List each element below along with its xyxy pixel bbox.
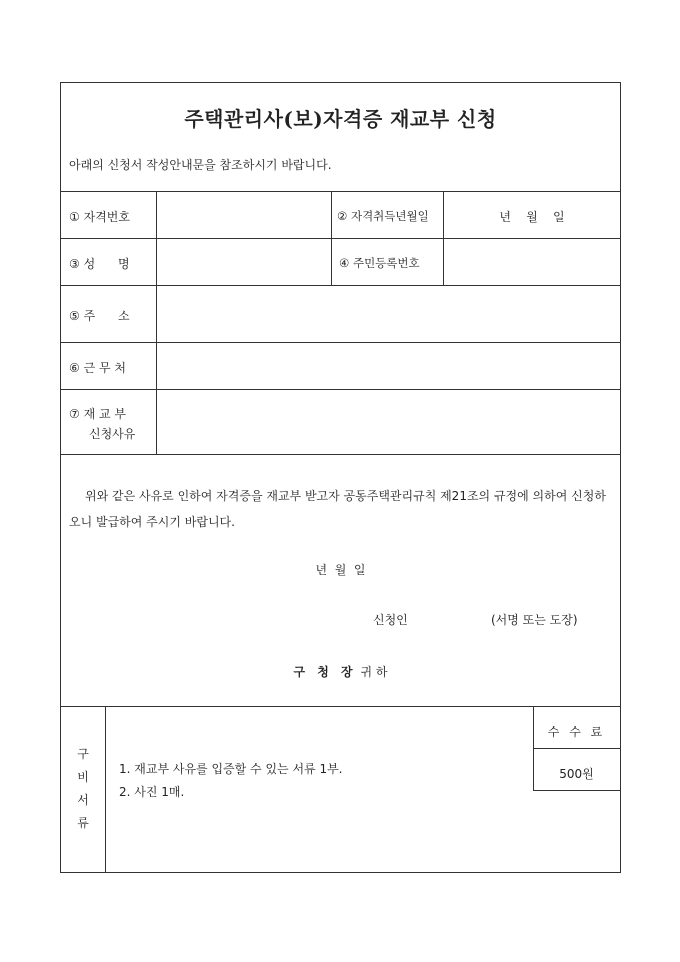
resident-number-field[interactable]	[444, 239, 620, 285]
label-char: 구	[77, 747, 89, 761]
label-char: 류	[77, 816, 89, 830]
acquisition-date-label: ② 자격취득년월일	[337, 209, 429, 223]
fee-value: 500원	[559, 767, 594, 781]
acquisition-date-field[interactable]: 년 월 일	[499, 210, 565, 224]
label-char: 서	[77, 793, 89, 807]
name-label: ③ 성 명	[69, 257, 130, 271]
resident-number-label: ④ 주민등록번호	[339, 256, 420, 270]
divider	[61, 454, 620, 455]
document-item: 1. 재교부 사유를 입증할 수 있는 서류 1부.	[119, 762, 343, 776]
address-label: ⑤ 주 소	[69, 309, 130, 323]
workplace-field[interactable]	[157, 343, 620, 389]
address-field[interactable]	[157, 286, 620, 342]
divider	[105, 706, 106, 872]
required-documents-label	[61, 743, 105, 835]
receiver-title: 구 청 장	[293, 665, 357, 679]
reissue-reason-label	[69, 405, 135, 442]
reissue-reason-label-line2: 신청사유	[89, 427, 136, 441]
reissue-reason-label-line1: ⑦ 재 교 부	[69, 407, 126, 421]
label-char: 비	[77, 770, 89, 784]
workplace-label: ⑥ 근 무 처	[69, 361, 126, 375]
fee-header: 수 수 료	[547, 725, 606, 739]
receiver-suffix: 귀 하	[360, 665, 388, 679]
cert-number-label: ① 자격번호	[69, 210, 130, 224]
divider	[331, 191, 332, 285]
receiver-line	[61, 663, 620, 680]
applicant-label: 신청인	[373, 613, 408, 627]
cert-number-field[interactable]	[157, 192, 330, 238]
divider	[61, 706, 620, 707]
signature-field[interactable]: (서명 또는 도장)	[491, 613, 578, 627]
application-form	[60, 82, 621, 873]
divider	[61, 191, 620, 192]
reissue-reason-field[interactable]	[157, 390, 620, 454]
form-notice: 아래의 신청서 작성안내문을 참조하시기 바랍니다.	[69, 158, 332, 172]
divider	[533, 748, 620, 749]
form-title: 주택관리사(보)자격증 재교부 신청	[184, 107, 497, 131]
document-item: 2. 사진 1매.	[119, 785, 185, 799]
divider	[533, 790, 620, 791]
name-field[interactable]	[157, 239, 330, 285]
application-date[interactable]: 년 월 일	[315, 563, 366, 577]
application-statement: 위와 같은 사유로 인하여 자격증을 재교부 받고자 공동주택관리규칙 제21조의 규정에 의하여 신청하오니 발급하여 주시기 바랍니다.	[69, 489, 606, 529]
